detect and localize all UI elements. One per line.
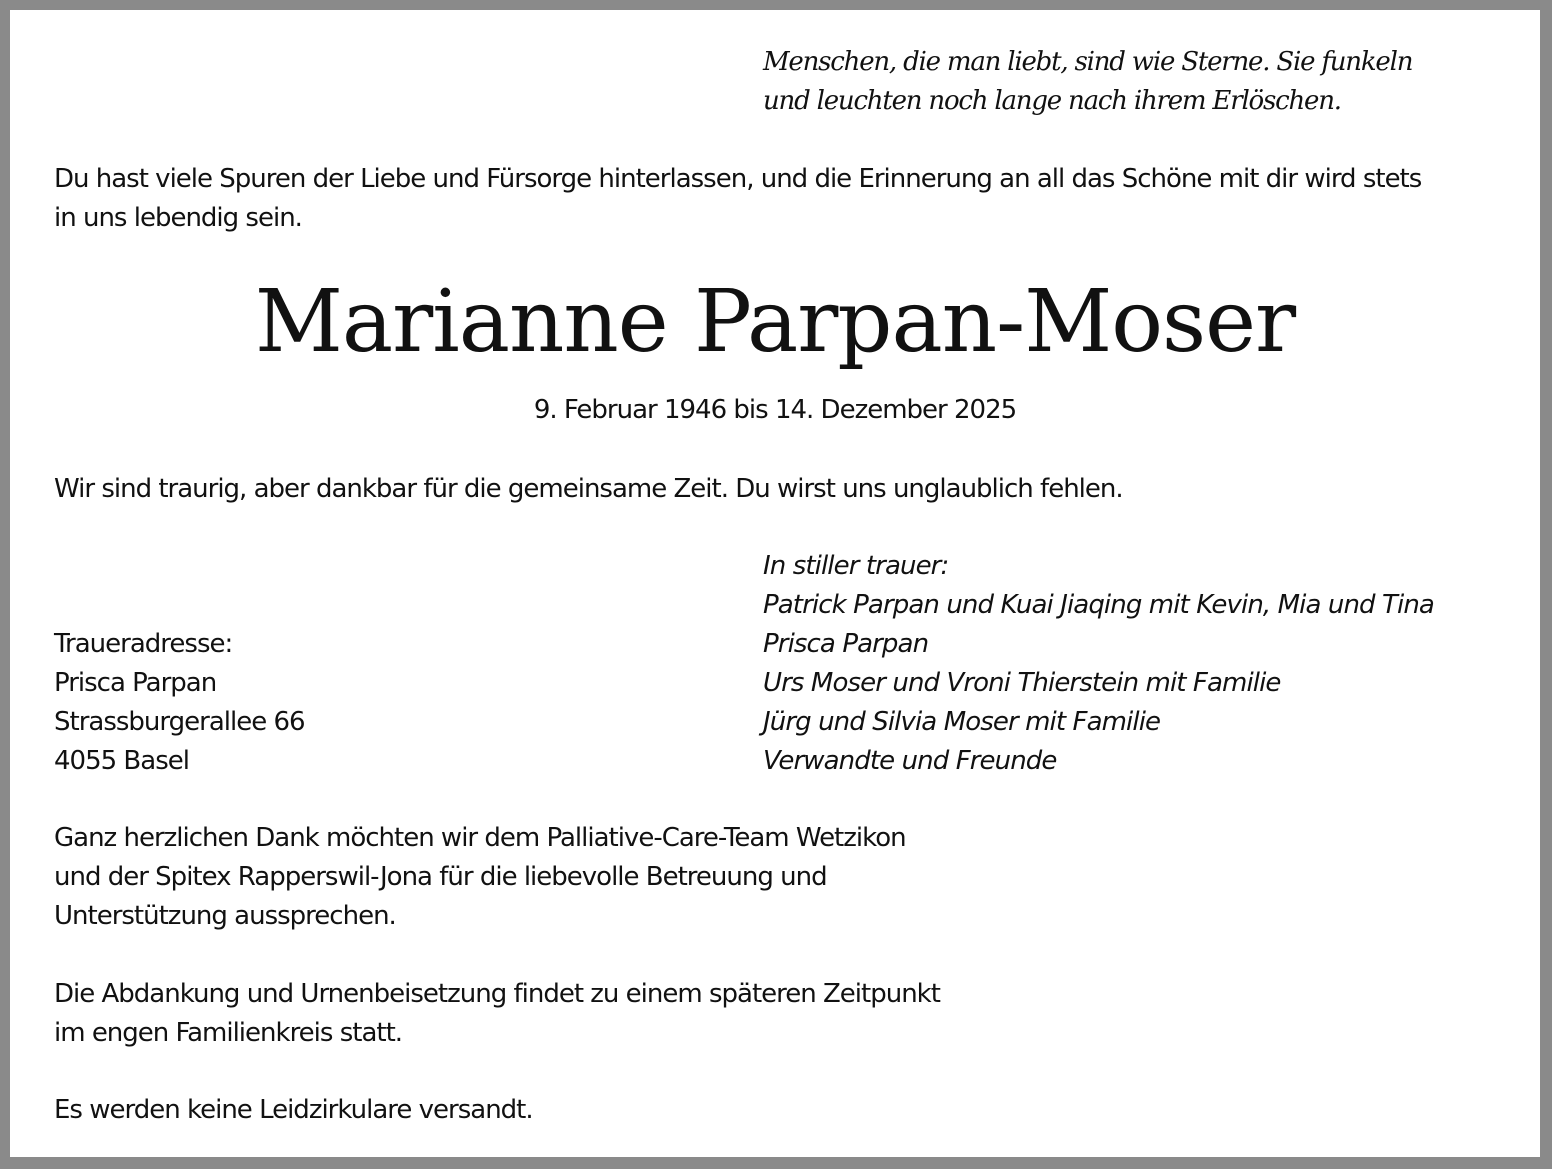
service-paragraph [54,975,940,1053]
life-dates: 9. Februar 1946 bis 14. Dezember 2025 [533,395,1017,425]
motto-line: und leuchten noch lange nach ihrem Erlöschen. [763,86,1341,116]
mourners-heading: In stiller trauer: [763,551,949,581]
mourner-name: Verwandte und Freunde [763,746,1057,776]
mourning-address [54,625,305,781]
mourners-list [763,547,1434,781]
address-name: Prisca Parpan [54,668,217,698]
mourner-name: Jürg und Silvia Moser mit Familie [763,707,1161,737]
obituary-notice [10,10,1540,1157]
service-line: Die Abdankung und Urnenbeisetzung findet zu einem späteren Zeitpunkt [54,979,940,1009]
thanks-paragraph [54,819,906,936]
intro-line: in uns lebendig sein. [54,203,302,233]
mourner-name: Prisca Parpan [763,629,929,659]
mourner-name: Urs Moser und Vroni Thierstein mit Familie [763,668,1281,698]
thanks-line: und der Spitex Rapperswil-Jona für die liebevolle Betreuung und [54,862,827,892]
address-street: Strassburgerallee 66 [54,707,305,737]
farewell-text: Wir sind traurig, aber dankbar für die gemeinsame Zeit. Du wirst uns unglaublich fehlen. [54,474,1123,504]
condolence-notice: Es werden keine Leidzirkulare versandt. [54,1095,533,1125]
deceased-name: Marianne Parpan-Moser [254,272,1296,372]
thanks-line: Ganz herzlichen Dank möchten wir dem Palliative-Care-Team Wetzikon [54,823,906,853]
address-city: 4055 Basel [54,746,189,776]
address-heading: Traueradresse: [54,629,233,659]
motto-quote [763,43,1412,121]
motto-line: Menschen, die man liebt, sind wie Sterne. Sie funkeln [763,47,1413,77]
intro-paragraph [54,160,1421,238]
service-line: im engen Familienkreis statt. [54,1018,403,1048]
mourner-name: Patrick Parpan und Kuai Jiaqing mit Kevin, Mia und Tina [763,590,1434,620]
intro-line: Du hast viele Spuren der Liebe und Fürsorge hinterlassen, und die Erinnerung an all das Schöne mit dir wird stets [54,164,1422,194]
thanks-line: Unterstützung aussprechen. [54,901,396,931]
